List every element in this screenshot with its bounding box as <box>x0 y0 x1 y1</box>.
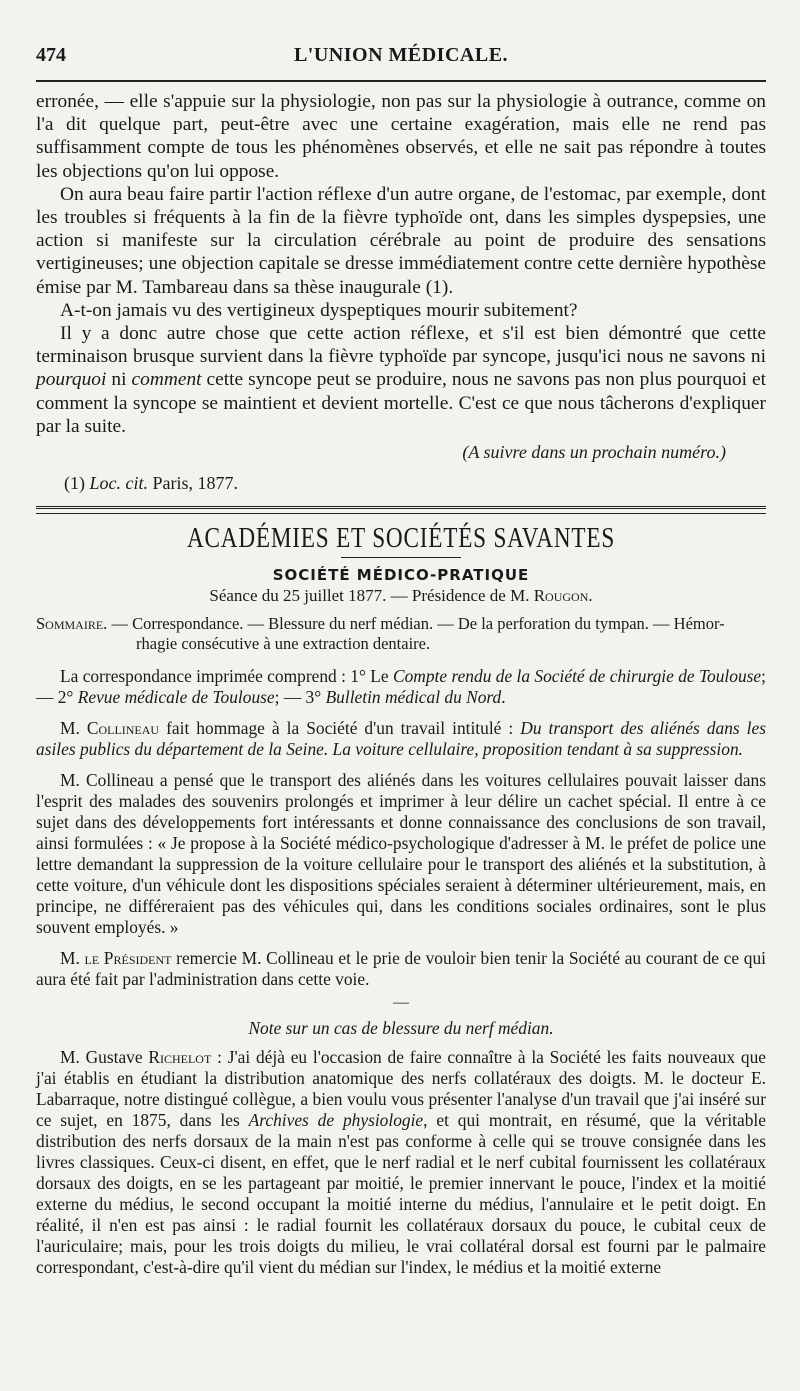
sommaire-label: Sommaire. <box>36 614 108 634</box>
article-body <box>36 90 766 1278</box>
paragraph: La correspondance imprimée comprend : 1° Le Compte rendu de la Société de chirurgie de Toulouse; — 2° Revue médicale de Toulouse; — 3° Bulletin médical du Nord. <box>36 666 766 708</box>
sommaire: Sommaire. — Correspondance. — Blessure du nerf médian. — De la perforation du tympan. — Hémor- rhagie consécutive à une extraction dentaire. <box>36 614 725 654</box>
section-separator <box>36 506 766 514</box>
paragraph: M. Collineau a pensé que le transport des aliénés dans les voitures cellulaires pouvait laisser dans l'esprit des malades des souvenirs prolongés et imprimer à leur délire un cachet spécial. Il entre à ce sujet dans des développements fort intéressants et donne connaissance des conclusions de son travail, ainsi formulées : « Je propose à la Société médico-psychologique d'adresser à M. le préfet de police une lettre demandant la suppression de la voiture cellulaire pour le transport des aliénés et la substitution, à cette voiture, d'un véhicule dont les dispositions spéciales seraient à déterminer ultérieurement, mais, en principe, ne différeraient pas des véhicules qui, dans les conditions sociales ordinaires, sont le plus souvent employés. » <box>36 770 766 938</box>
section-title-rule <box>341 557 461 558</box>
society-name: SOCIÉTÉ MÉDICO-PRATIQUE <box>272 566 530 585</box>
header-rule <box>36 80 766 82</box>
footnote: (1) Loc. cit. Paris, 1877. <box>64 473 238 494</box>
continued-article <box>36 90 766 438</box>
paragraph: M. Gustave Richelot : J'ai déjà eu l'occasion de faire connaître à la Société les faits nouveaux que j'ai établis en étudiant la distribution anatomique des nerfs collatéraux des doigts. M. le docteur E. Labarraque, notre distingué collègue, a bien voulu vous présenter l'analyse d'un travail que j'ai inséré sur ce sujet, en 1875, dans les Archives de physiologie, et qui montrait, en résumé, que la véritable distribution des nerfs dorsaux de la main n'est pas conforme à celle qui se trouve consignée dans les livres classiques. Ceux-ci disent, en effet, que le nerf radial et le nerf cubital fournissent les collatéraux dorsaux des doigts, en se les partageant par moitié, le premier innervant le pouce, l'index et la moitié externe du médius, le second occupant la moitié interne du médius, l'annulaire et le petit doigt. En réalité, il n'en est pas ainsi : le radial fournit les collatéraux dorsaux du pouce, le cubital ceux de l'auriculaire; mais, pour les trois doigts du milieu, le vrai collatéral dorsal est fourni par le palmaire correspondant, c'est-à-dire qu'il vient du médian sur l'index, le médius et la moitié externe <box>36 1047 766 1278</box>
note-title: Note sur un cas de blessure du nerf médian. <box>248 1018 554 1039</box>
to-follow-note: (A suivre dans un prochain numéro.) <box>462 442 726 463</box>
page-number: 474 <box>36 44 66 66</box>
paragraph: M. le Président remercie M. Collineau et le prie de vouloir bien tenir la Société au courant de ce qui aura été fait par l'administration dans cette voie. <box>36 948 766 990</box>
paragraph: On aura beau faire partir l'action réflexe d'un autre organe, de l'estomac, par exemple, dont les troubles si fréquents à la fin de la fièvre typhoïde ont, dans les simples dyspepsies, une action si manifeste sur la circulation cérébrale au point de produire des sensations vertigineuses; une objection capitale se dresse immédiatement contre cette dernière hypothèse émise par M. Tambareau dans sa thèse inaugurale (1). <box>36 183 766 298</box>
minutes <box>36 666 766 1278</box>
section-title: ACADÉMIES ET SOCIÉTÉS SAVANTES <box>186 522 616 555</box>
running-title: L'UNION MÉDICALE. <box>293 44 509 66</box>
paragraph: Il y a donc autre chose que cette action réflexe, et s'il est bien démontré que cette terminaison brusque survient dans la fièvre typhoïde par syncope, jusqu'ici nous ne savons ni pourquoi ni comment cette syncope peut se produire, nous ne savons pas non plus pourquoi et comment la syncope se maintient et devient mortelle. C'est ce que nous tâcherons d'expliquer par la suite. <box>36 323 767 437</box>
seance-line: Séance du 25 juillet 1877. — Présidence de M. Rougon. <box>209 586 593 606</box>
separator-dash: — <box>393 994 409 1012</box>
paragraph: erronée, — elle s'appuie sur la physiologie, non pas sur la physiologie à outrance, comme on l'a dit quelque part, peut-être avec une certaine exagération, mais elle ne rend pas suffisamment compte de tous les phénomènes observés, et elle ne sait pas répondre à toutes les objections qu'on lui oppose. <box>36 91 766 182</box>
page-header <box>36 44 766 74</box>
paragraph: M. Collineau fait hommage à la Société d'un travail intitulé : Du transport des aliénés dans les asiles publics du département de la Seine. La voiture cellulaire, proposition tendant à sa suppression. <box>36 718 766 760</box>
paragraph: A-t-on jamais vu des vertigineux dyspeptiques mourir subitement? <box>60 299 578 321</box>
